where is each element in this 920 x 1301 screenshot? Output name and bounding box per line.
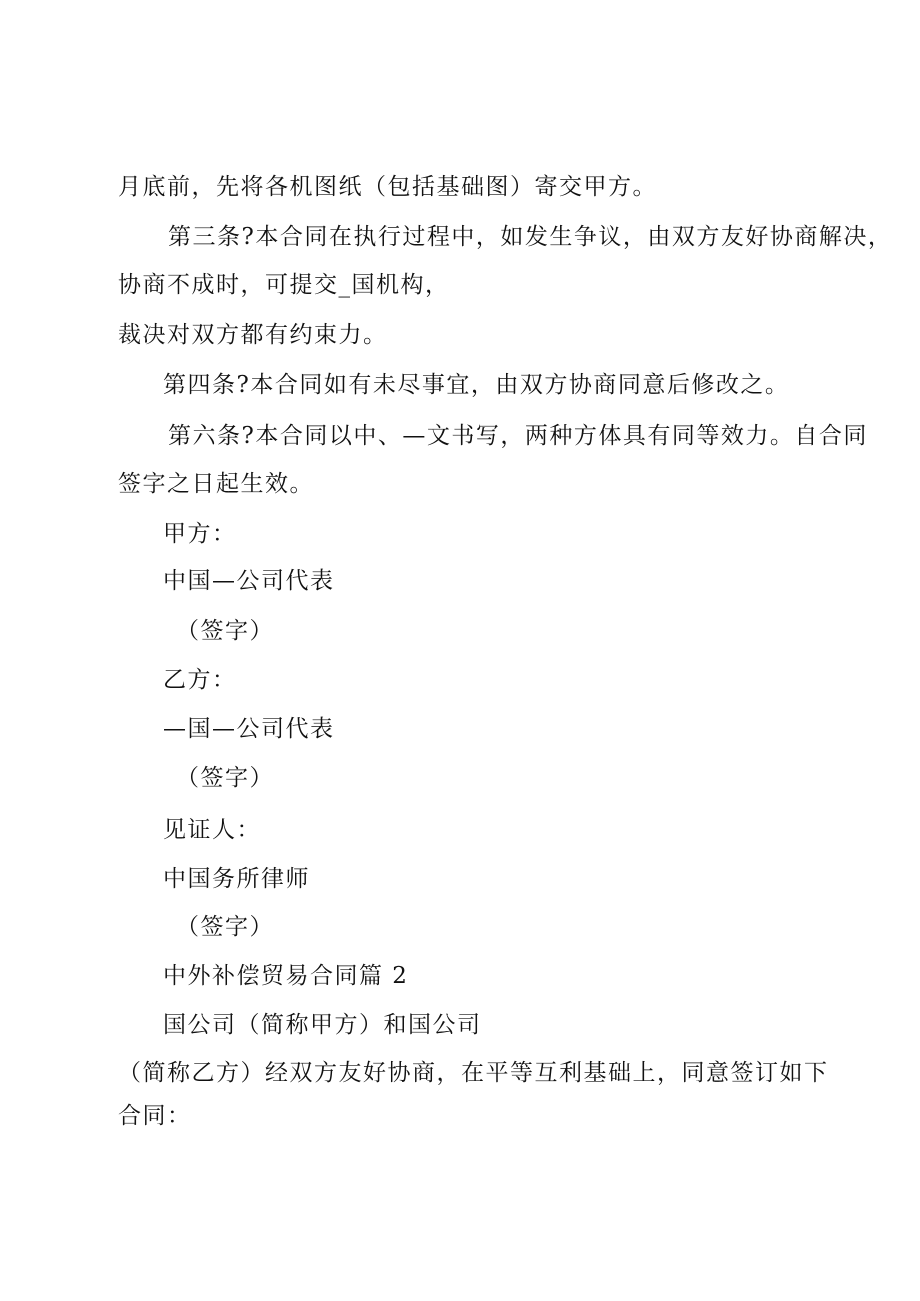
witness-label: 见证人： <box>163 817 261 843</box>
text-line: 月底前，先将各机图纸（包括基础图）寄交甲方。 <box>118 174 657 200</box>
party-a-label: 甲方： <box>163 521 237 547</box>
signature-placeholder: （签字） <box>176 914 274 940</box>
section-heading: 中外补偿贸易合同篇 2 <box>163 963 409 989</box>
text-line: （简称乙方）经双方友好协商，在平等互利基础上，同意签订如下 <box>118 1060 829 1086</box>
party-b-representative: —国—公司代表 <box>163 716 335 742</box>
text-line: 国公司（简称甲方）和国公司 <box>163 1012 482 1038</box>
signature-placeholder: （签字） <box>176 618 274 644</box>
article-4-line: 第四条?本合同如有未尽事宜，由双方协商同意后修改之。 <box>163 372 790 398</box>
text-line: 协商不成时，可提交_国机构， <box>118 272 450 298</box>
party-b-label: 乙方： <box>163 667 237 693</box>
text-line: 合同： <box>118 1103 192 1129</box>
witness-lawyer: 中国务所律师 <box>163 866 310 892</box>
article-3-line: 第三条?本合同在执行过程中，如发生争议，由双方友好协商解决， <box>168 224 893 250</box>
text-line: 裁决对双方都有约束力。 <box>118 322 388 348</box>
article-6-line: 第六条?本合同以中、—文书写，两种方体具有同等效力。自合同 <box>168 423 868 449</box>
party-a-representative: 中国—公司代表 <box>163 568 335 594</box>
signature-placeholder: （签字） <box>176 765 274 791</box>
text-line: 签字之日起生效。 <box>118 471 314 497</box>
